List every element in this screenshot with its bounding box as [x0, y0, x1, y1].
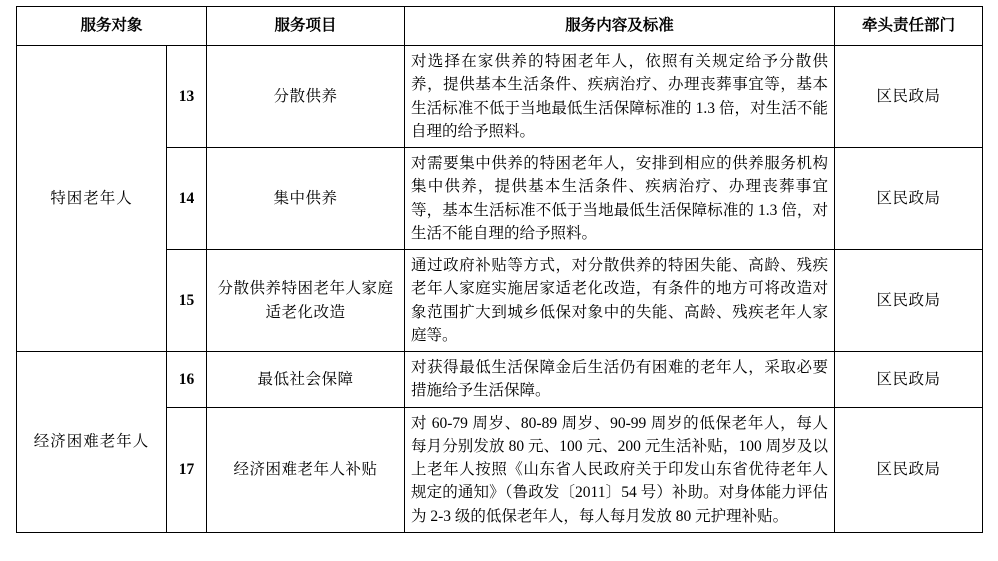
table-row	[17, 352, 983, 408]
header-service-item: 服务项目	[207, 7, 405, 46]
service-content: 对获得最低生活保障金后生活仍有困难的老年人，采取必要措施给予生活保障。	[405, 352, 835, 408]
table-header	[17, 7, 983, 46]
row-number: 13	[167, 46, 207, 148]
header-service-object: 服务对象	[17, 7, 207, 46]
service-item: 最低社会保障	[207, 352, 405, 408]
row-number: 17	[167, 407, 207, 532]
service-catalog-table	[16, 6, 983, 533]
service-content: 对 60-79 周岁、80-89 周岁、90-99 周岁的低保老年人，每人每月分别发放 80 元、100 元、200 元生活补贴，100 周岁及以上老年人按照《山东省人民政府关于印发山东省优待老年人规定的通知》（鲁政发〔2011〕54 号）补助。对身体能力评估为 2-3 级的低保老年人，每人每月发放 80 元护理补贴。	[405, 407, 835, 532]
table-header-row	[17, 7, 983, 46]
row-number: 15	[167, 250, 207, 352]
responsible-dept: 区民政局	[835, 352, 983, 408]
row-number: 16	[167, 352, 207, 408]
header-service-content: 服务内容及标准	[405, 7, 835, 46]
service-item: 集中供养	[207, 148, 405, 250]
row-number: 14	[167, 148, 207, 250]
responsible-dept: 区民政局	[835, 250, 983, 352]
responsible-dept: 区民政局	[835, 148, 983, 250]
service-item: 分散供养特困老年人家庭适老化改造	[207, 250, 405, 352]
table-body	[17, 46, 983, 533]
service-content: 通过政府补贴等方式，对分散供养的特困失能、高龄、残疾老年人家庭实施居家适老化改造，有条件的地方可将改造对象范围扩大到城乡低保对象中的失能、高龄、残疾老年人家庭等。	[405, 250, 835, 352]
table-row	[17, 46, 983, 148]
service-object-cell: 经济困难老年人	[17, 352, 167, 533]
service-content: 对选择在家供养的特困老年人，依照有关规定给予分散供养，提供基本生活条件、疾病治疗、办理丧葬事宜等，基本生活标准不低于当地最低生活保障标准的 1.3 倍，对生活不能自理的给予照料。	[405, 46, 835, 148]
header-responsible-dept: 牵头责任部门	[835, 7, 983, 46]
responsible-dept: 区民政局	[835, 407, 983, 532]
service-object-cell: 特困老年人	[17, 46, 167, 352]
service-item: 经济困难老年人补贴	[207, 407, 405, 532]
responsible-dept: 区民政局	[835, 46, 983, 148]
service-item: 分散供养	[207, 46, 405, 148]
service-content: 对需要集中供养的特困老年人，安排到相应的供养服务机构集中供养，提供基本生活条件、疾病治疗、办理丧葬事宜等，基本生活标准不低于当地最低生活保障标准的 1.3 倍，对生活不能自理的给予照料。	[405, 148, 835, 250]
